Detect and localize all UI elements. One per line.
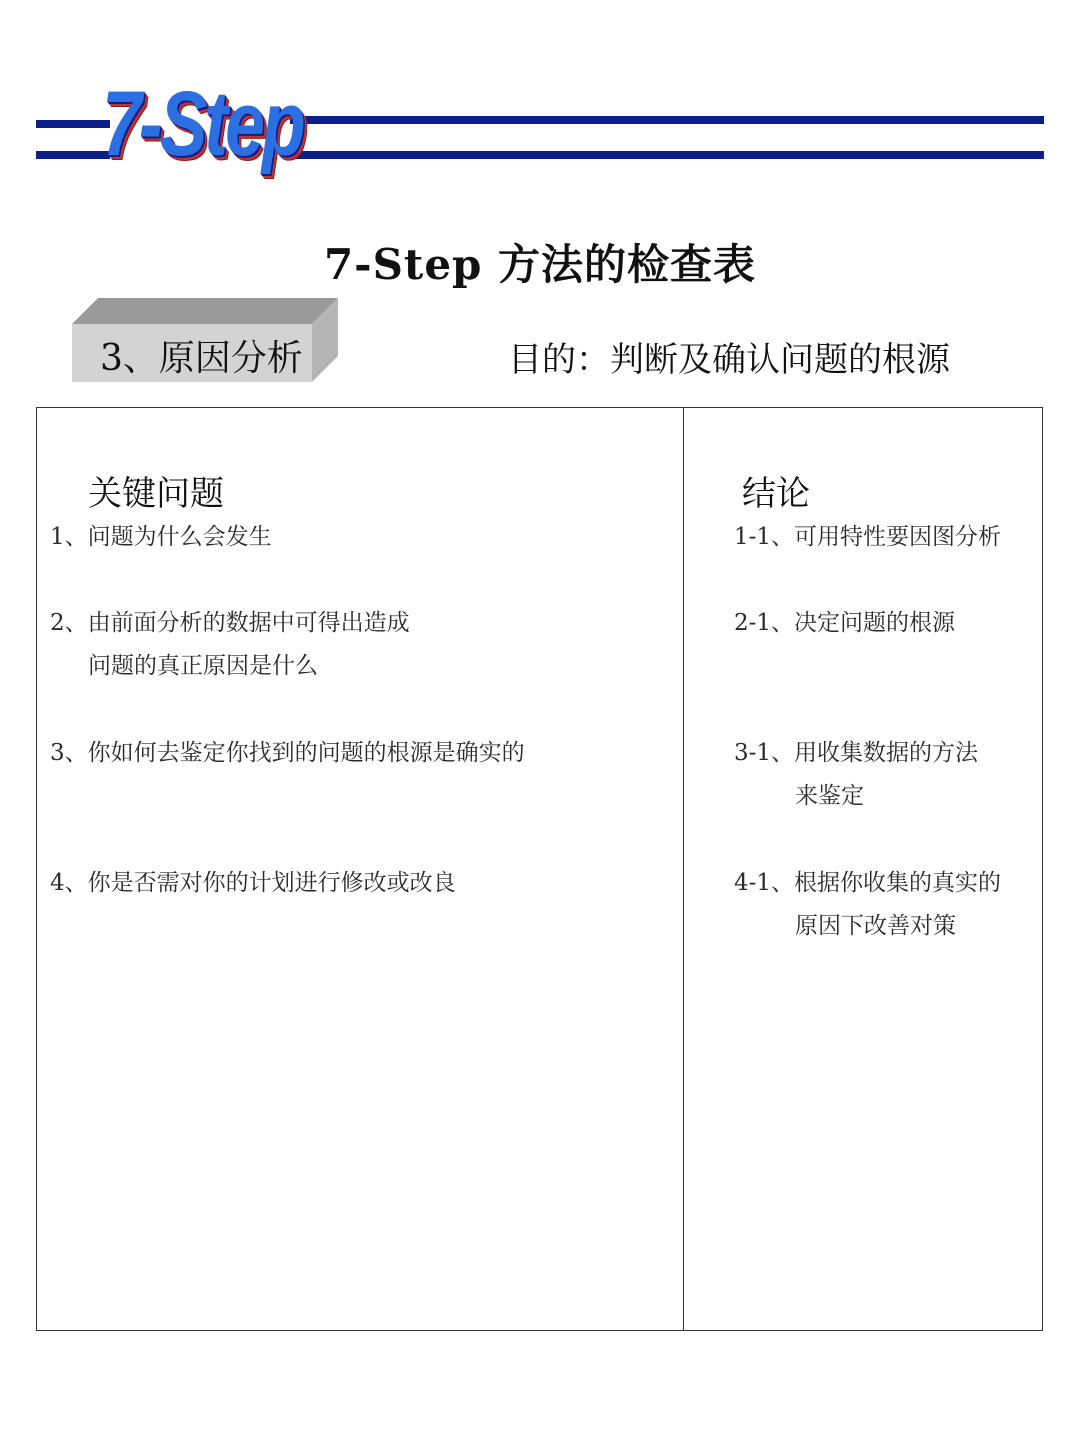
- logo-bar-right-top: [290, 116, 1044, 124]
- conclusion-item-2: [734, 602, 955, 645]
- conclusion-item-4: [734, 862, 1001, 948]
- question-item-3: [50, 732, 525, 775]
- question-4-text: 4、你是否需对你的计划进行修改或改良: [50, 870, 456, 896]
- question-item-4: [50, 862, 456, 905]
- question-2-text-cont: 问题的真正原因是什么: [88, 653, 318, 679]
- question-2-text: 2、由前面分析的数据中可得出造成: [50, 610, 410, 636]
- section-badge-top-face: [72, 298, 338, 324]
- table-column-divider: [683, 407, 684, 1331]
- question-3-text: 3、你如何去鉴定你找到的问题的根源是确实的: [50, 740, 525, 766]
- section-purpose: 目的：判断及确认问题的根源: [508, 340, 950, 380]
- conclusion-2-text: 2-1、决定问题的根源: [734, 610, 956, 636]
- conclusion-3-text-cont: 来鉴定: [795, 783, 864, 809]
- section-label: 3、原因分析: [100, 338, 303, 379]
- conclusion-1-text: 1-1、可用特性要因图分析: [734, 524, 1002, 550]
- question-1-text: 1、问题为什么会发生: [50, 524, 272, 550]
- logo-bar-right-bottom: [290, 151, 1044, 159]
- question-item-2: [50, 602, 410, 688]
- conclusion-item-3: [734, 732, 978, 818]
- conclusion-item-1: [734, 516, 1001, 559]
- logo-bar-left-bottom: [36, 151, 110, 159]
- logo-7-step: 7-Step: [102, 73, 303, 175]
- conclusion-4-text: 4-1、根据你收集的真实的: [734, 870, 1002, 896]
- question-item-1: [50, 516, 272, 559]
- conclusion-3-text: 3-1、用收集数据的方法: [734, 740, 979, 766]
- logo-bar-left-top: [36, 120, 110, 128]
- heading-key-questions: 关键问题: [88, 474, 224, 514]
- conclusion-4-text-cont: 原因下改善对策: [795, 913, 956, 939]
- page-title: 7-Step 方法的检查表: [323, 240, 757, 289]
- heading-conclusion: 结论: [742, 474, 810, 514]
